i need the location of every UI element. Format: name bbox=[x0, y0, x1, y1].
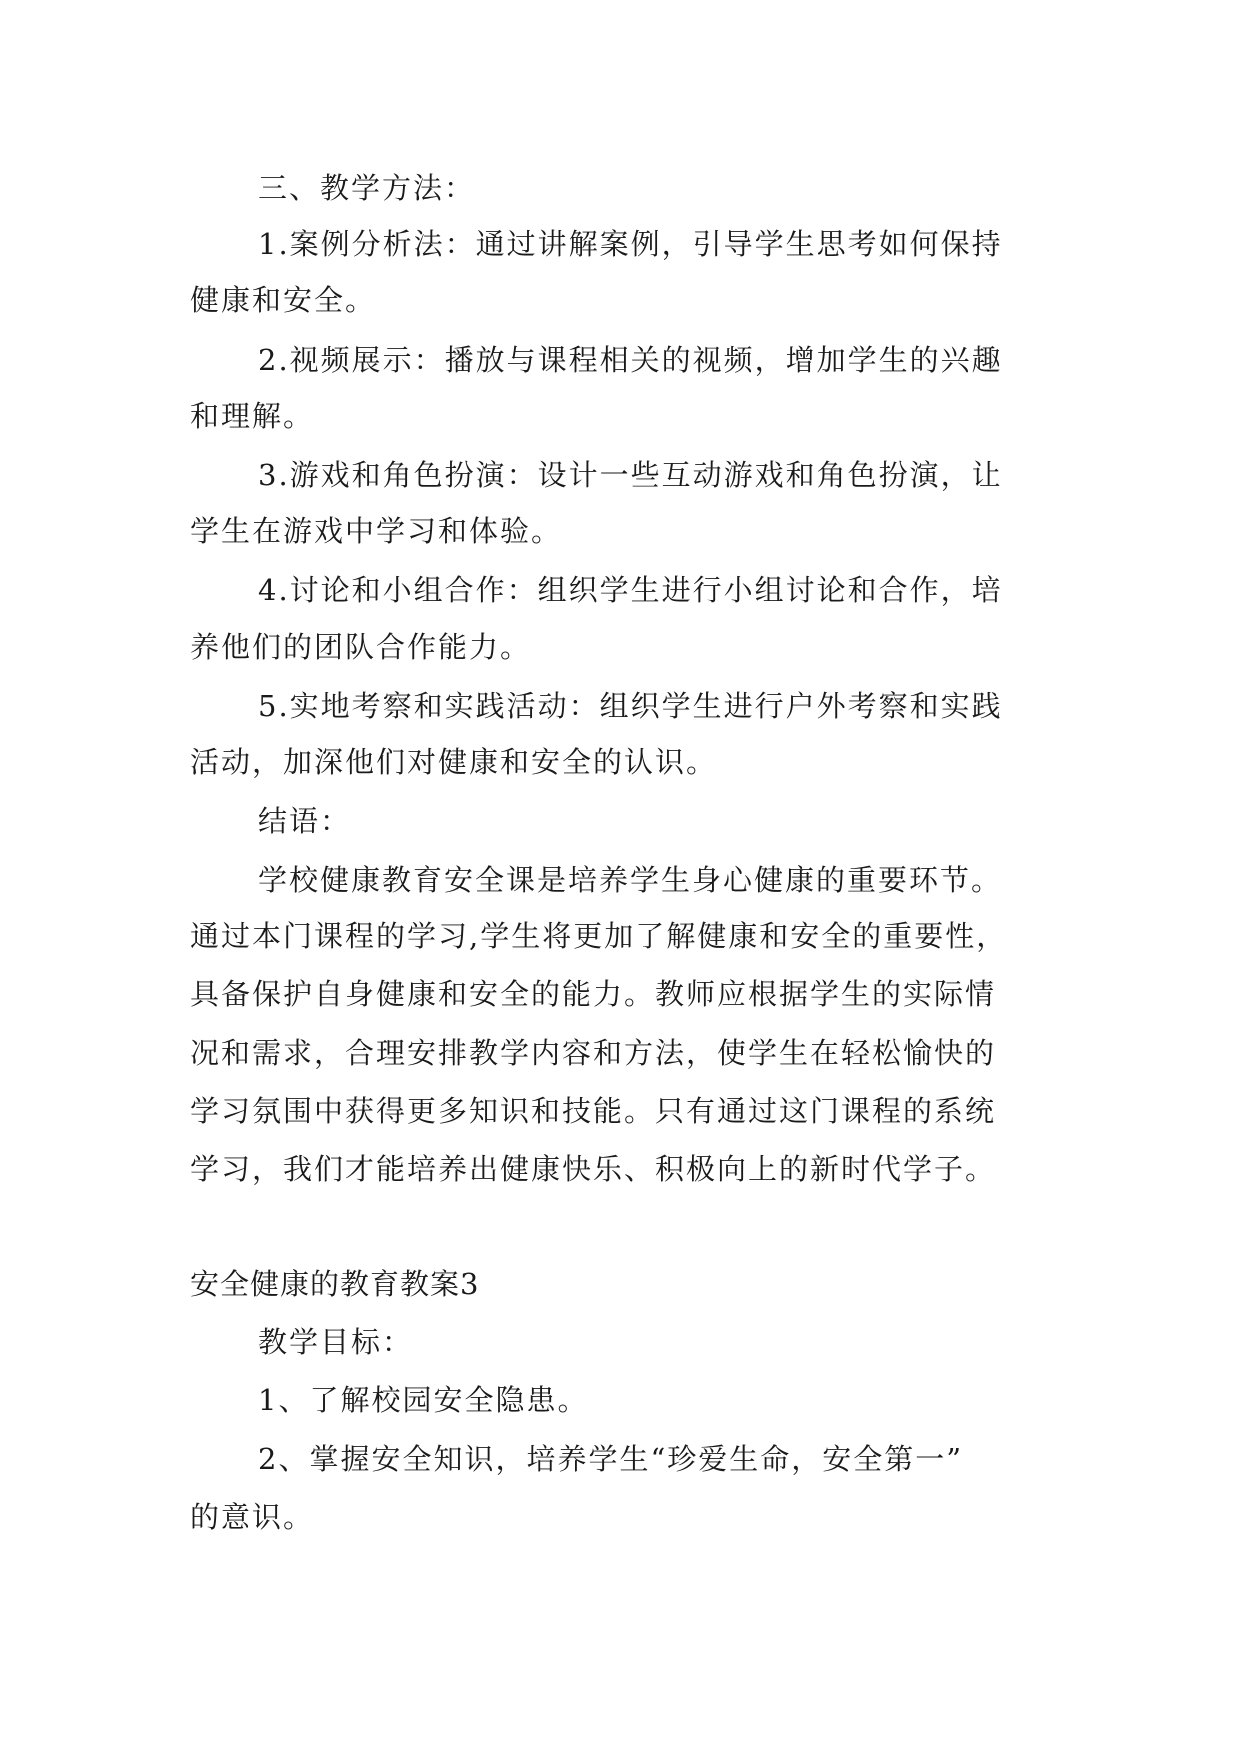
method-3-line-2: 学生在游戏中学习和体验。 bbox=[190, 514, 563, 548]
conclusion-line-2: 通过本门课程的学习,学生将更加了解健康和安全的重要性， bbox=[190, 919, 1008, 953]
conclusion-line-4: 况和需求，合理安排教学内容和方法，使学生在轻松愉快的 bbox=[190, 1036, 997, 1070]
plan-3-title: 安全健康的教育教案3 bbox=[190, 1267, 480, 1301]
method-5-line-2: 活动，加深他们对健康和安全的认识。 bbox=[190, 745, 718, 779]
conclusion-heading: 结语： bbox=[258, 804, 352, 838]
conclusion-line-1: 学校健康教育安全课是培养学生身心健康的重要环节。 bbox=[258, 863, 1003, 897]
method-5-line-1: 5.实地考察和实践活动：组织学生进行户外考察和实践 bbox=[258, 689, 1003, 723]
method-1-line-1: 1.案例分析法：通过讲解案例，引导学生思考如何保持 bbox=[258, 227, 1003, 261]
method-1-line-2: 健康和安全。 bbox=[190, 283, 377, 317]
method-4-line-1: 4.讨论和小组合作：组织学生进行小组讨论和合作，培 bbox=[258, 573, 1003, 607]
conclusion-line-3: 具备保护自身健康和安全的能力。教师应根据学生的实际情 bbox=[190, 977, 997, 1011]
objectives-heading: 教学目标： bbox=[258, 1325, 414, 1359]
conclusion-line-5: 学习氛围中获得更多知识和技能。只有通过这门课程的系统 bbox=[190, 1094, 997, 1128]
conclusion-line-6: 学习，我们才能培养出健康快乐、积极向上的新时代学子。 bbox=[190, 1152, 997, 1186]
method-2-line-1: 2.视频展示：播放与课程相关的视频，增加学生的兴趣 bbox=[258, 343, 1003, 377]
method-2-line-2: 和理解。 bbox=[190, 399, 315, 433]
objective-1: 1、了解校园安全隐患。 bbox=[258, 1383, 589, 1417]
objective-2-line-1: 2、掌握安全知识，培养学生“珍爱生命，安全第一” bbox=[258, 1442, 964, 1476]
method-3-line-1: 3.游戏和角色扮演：设计一些互动游戏和角色扮演，让 bbox=[258, 458, 1003, 492]
objective-2-line-2: 的意识。 bbox=[190, 1500, 315, 1534]
section-heading-teaching-methods: 三、教学方法： bbox=[258, 171, 476, 205]
method-4-line-2: 养他们的团队合作能力。 bbox=[190, 630, 532, 664]
